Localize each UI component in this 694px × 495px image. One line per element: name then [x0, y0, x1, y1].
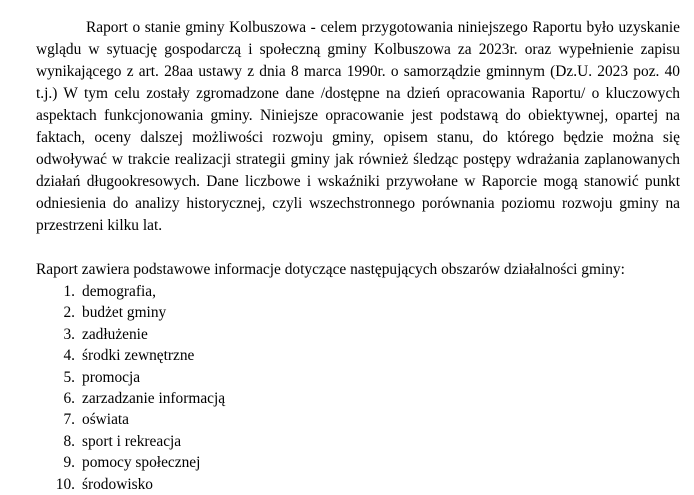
list-item-number: 6. — [63, 390, 75, 408]
list-item — [36, 324, 680, 345]
list-item — [36, 281, 680, 302]
list-item-label: oświata — [82, 411, 130, 429]
list-item-number: 2. — [63, 304, 75, 322]
list-item-number: 5. — [63, 368, 75, 386]
list-item-label: środki zewnętrzne — [82, 347, 195, 365]
list-item-number: 4. — [63, 347, 75, 365]
intro-paragraph: Raport o stanie gminy Kolbuszowa - celem przygotowania niniejszego Raportu było uzyskanie wglądu w sytuację gospodarczą i społeczną gminy Kolbuszowa za 2023r. oraz wypełnienie zapisu wynikającego z art. 28aa ustawy z dnia 8 marca 1990r. o samorządzie gminnym (Dz.U. 2023 poz. 40 t.j.) W tym celu zostały zgromadzone dane /dostępne na dzień opracowania Raportu/ o kluczowych aspektach funkcjonowania gminy. Niniejsze opracowanie jest podstawą do obiektywnej, opartej na faktach, oceny dalszej możliwości rozwoju gminy, opisem stanu, do którego będzie można się odwoływać w trakcie realizacji strategii gminy jak również śledząc postępy wdrażania zaplanowanych działań długookresowych. Dane liczbowe i wskaźniki przywołane w Raporcie mogą stanowić punkt odniesienia do analizy historycznej, czyli wszechstronnego porównania poziomu rozwoju gminy na przestrzeni kilku lat. — [36, 19, 680, 234]
list-item-label: zadłużenie — [82, 325, 148, 343]
areas-list — [36, 281, 680, 495]
list-item-label: promocja — [82, 368, 141, 386]
list-item-label: sport i rekreacja — [82, 432, 182, 450]
list-item-number: 10. — [55, 475, 75, 493]
list-item-label: demografia, — [82, 283, 156, 300]
list-item — [36, 431, 680, 452]
list-item — [36, 302, 680, 323]
list-item-number: 3. — [63, 325, 75, 343]
document-page — [36, 17, 680, 495]
list-item-label: środowisko — [82, 475, 153, 493]
list-item-number: 1. — [63, 283, 75, 300]
list-item-number: 7. — [63, 411, 75, 429]
list-item-number: 8. — [63, 432, 75, 450]
list-intro: Raport zawiera podstawowe informacje dotyczące następujących obszarów działalności gminy: — [36, 261, 625, 278]
list-item — [36, 388, 680, 409]
list-item — [36, 452, 680, 473]
list-item — [36, 367, 680, 388]
list-item-label: pomocy społecznej — [82, 454, 201, 472]
list-item — [36, 345, 680, 366]
list-item-label: budżet gminy — [82, 304, 167, 322]
list-item — [36, 409, 680, 430]
list-item-label: zarzadzanie informacją — [82, 390, 226, 408]
list-item-number: 9. — [63, 454, 75, 472]
list-item — [36, 474, 680, 495]
